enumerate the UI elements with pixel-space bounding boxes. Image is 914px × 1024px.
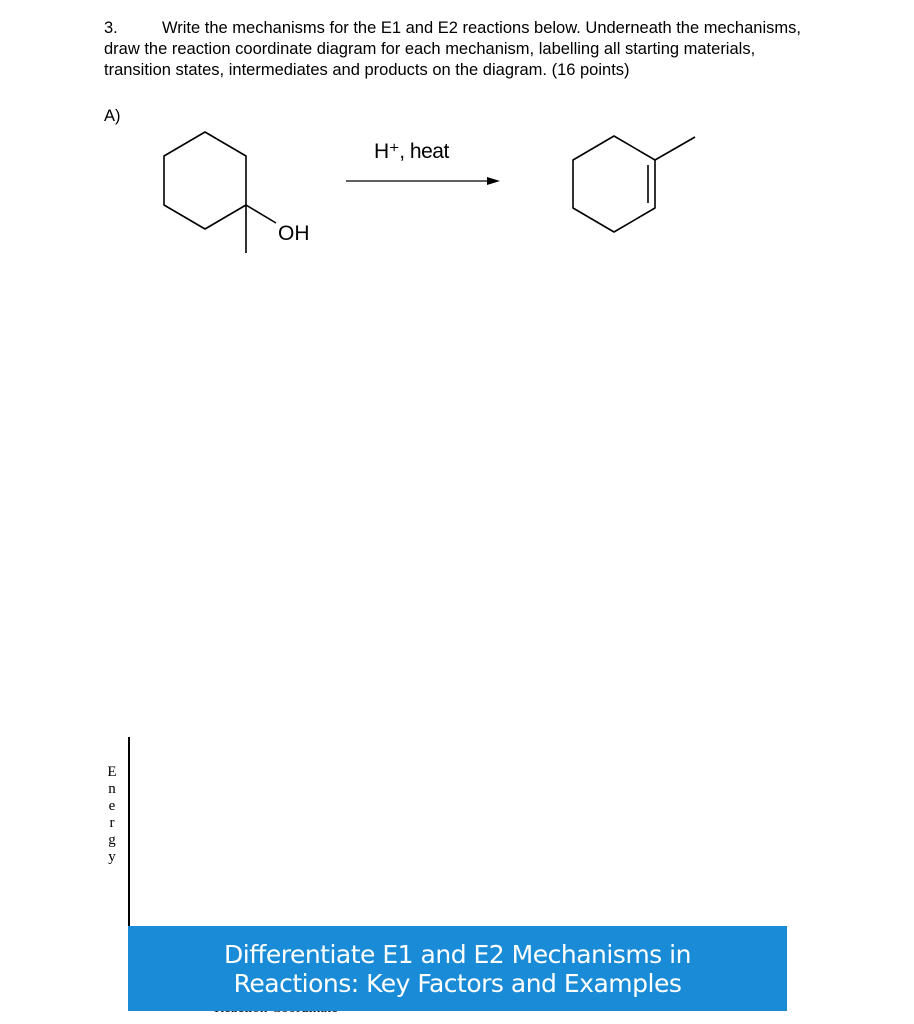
banner-title: Differentiate E1 and E2 Mechanisms in Reactions: Key Factors and Examples xyxy=(224,939,691,998)
energy-letter: y xyxy=(108,849,116,865)
question-prompt: Write the mechanisms for the E1 and E2 reactions below. Underneath the mechanisms, draw the reaction coordinate diagram for each mechanism, labelling all starting materials, transition states, intermediates and products on the diagram. (16 points) xyxy=(104,19,801,79)
energy-letter: e xyxy=(108,798,116,814)
title-banner xyxy=(128,926,787,1011)
energy-letter: n xyxy=(108,781,116,797)
energy-letter: g xyxy=(108,832,116,848)
product-structure xyxy=(573,136,695,232)
hydroxyl-label: OH xyxy=(278,222,310,245)
energy-letter: r xyxy=(109,815,115,831)
reaction-scheme xyxy=(0,0,914,300)
energy-axis-label xyxy=(104,764,120,866)
reaction-arrow xyxy=(346,177,500,185)
energy-letter: E xyxy=(107,764,117,780)
reaction-conditions: H⁺, heat xyxy=(374,140,449,163)
reactant-structure xyxy=(164,132,276,253)
question-number: 3. xyxy=(104,19,118,37)
energy-axis-line xyxy=(128,737,130,927)
part-label: A) xyxy=(104,107,121,125)
